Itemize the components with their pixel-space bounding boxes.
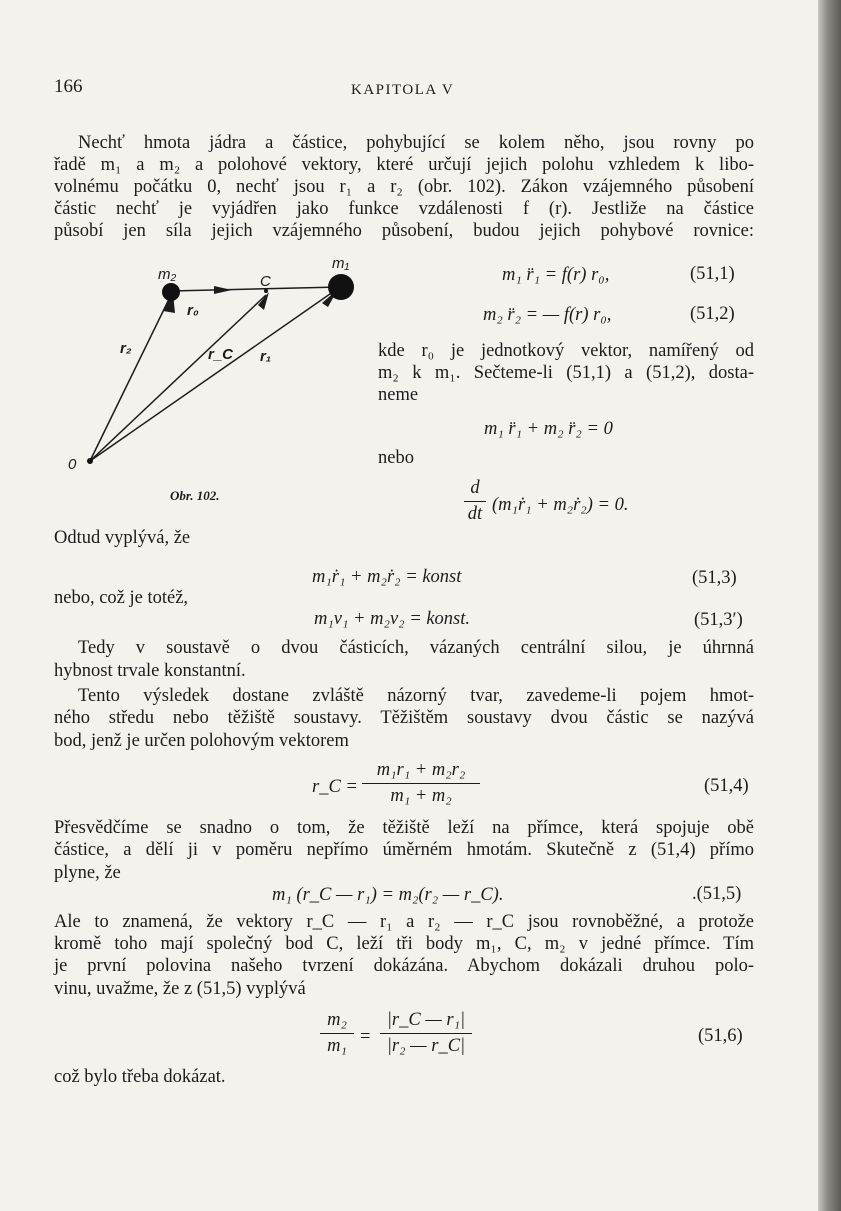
- label-m2: m₂: [158, 266, 177, 283]
- p1-line-5: působí jen síla jejich vzájemného působení, budou jejich pohybové rovnice:: [54, 221, 754, 241]
- eq-51-6-right-fraction: [380, 1010, 472, 1057]
- figure-caption: Obr. 102.: [170, 488, 220, 503]
- fraction-bar: [320, 1033, 354, 1034]
- p5-line-1: Ale to znamená, že vektory r_C — r₁ a r₂ — r_C jsou rovnoběžné, a protože: [54, 912, 754, 932]
- p3-line-1: Tento výsledek dostane zvláště názorný tvar, zavedeme-li pojem hmot-: [78, 686, 754, 706]
- kde-line-2: m₂ k m₁. Sečteme-li (51,1) a (51,2), dosta-: [378, 363, 754, 383]
- label-c: C: [260, 273, 271, 290]
- eq-51-4-denominator: m₁ + m₂: [390, 786, 452, 806]
- p4-line-2: částice, a dělí ji v poměru nepřímo úměrném hmotám. Skutečně z (51,4) přímo: [54, 840, 754, 860]
- eq-derivative-rest: (m₁ṙ₁ + m₂ṙ₂) = 0.: [492, 495, 629, 515]
- eq-51-6-equals: =: [360, 1027, 371, 1047]
- label-r2: r₂: [120, 340, 132, 357]
- eq-51-6-right-denominator: |r₂ — r_C|: [386, 1036, 466, 1056]
- p4-line-3: plyne, že: [54, 863, 121, 883]
- kde-line-1: kde r₀ je jednotkový vektor, namířený od: [378, 341, 754, 361]
- p4-line-1: Přesvědčíme se snadno o tom, že těžiště leží na přímce, která spojuje obě: [54, 818, 754, 838]
- fraction-bar: [380, 1033, 472, 1034]
- p5-line-3: je první polovina našeho tvrzení dokázána. Abychom dokázali druhou polo-: [54, 956, 754, 976]
- closing-text: což bylo třeba dokázat.: [54, 1067, 226, 1087]
- odtud-text: Odtud vyplývá, že: [54, 528, 191, 548]
- p3-line-3: bod, jenž je určen polohovým vektorem: [54, 731, 349, 751]
- p5-line-4: vinu, uvažme, že z (51,5) vyplývá: [54, 979, 306, 999]
- p2-line-1: Tedy v soustavě o dvou částicích, vázaných centrální silou, je úhrnná: [78, 638, 754, 658]
- eq-51-6-left-fraction: [320, 1010, 354, 1057]
- p5-line-2: kromě toho mají společný bod C, leží tři body m₁, C, m₂ v jedné přímce. Tím: [54, 934, 754, 954]
- p1-line-3: volnému počátku 0, nechť jsou r₁ a r₂ (obr. 102). Zákon vzájemného působení: [54, 177, 754, 197]
- eq-51-2: m₂ r̈₂ = — f(r) r₀,: [483, 305, 612, 325]
- eq-51-6-left-denominator: m₁: [327, 1036, 347, 1056]
- label-rc: r_C: [208, 346, 234, 363]
- mass-m1: [328, 274, 354, 300]
- mass-m2: [162, 283, 180, 301]
- eq-51-5-number: .(51,5): [692, 884, 742, 904]
- page-edge-shadow: [818, 0, 841, 1211]
- vector-r1: [90, 287, 340, 461]
- p1-line-1: Nechť hmota jádra a částice, pohybující se kolem něho, jsou rovny po: [78, 133, 754, 153]
- nebo-2: nebo, což je totéž,: [54, 588, 189, 608]
- running-head: KAPITOLA V: [351, 82, 455, 98]
- label-m1: m₁: [332, 255, 350, 272]
- eq-51-2-number: (51,2): [690, 304, 735, 324]
- fraction-bar: [362, 783, 480, 784]
- nebo-1: nebo: [378, 448, 414, 468]
- eq-sum: m₁ r̈₁ + m₂ r̈₂ = 0: [484, 419, 613, 439]
- origin-point: [87, 458, 93, 464]
- vector-r2: [90, 295, 171, 461]
- p3-line-2: ného středu nebo těžiště soustavy. Těžištěm soustavy dvou částic se nazývá: [54, 708, 754, 728]
- derivative-dt: dt: [467, 504, 483, 524]
- p1-line-2: řadě m₁ a m₂ a polohové vektory, které určují jejich polohu vzhledem k libo-: [54, 155, 754, 175]
- eq-51-4-fraction: [362, 760, 480, 807]
- eq-51-3-prime: m₁v₁ + m₂v₂ = konst.: [314, 609, 471, 629]
- derivative-d: d: [470, 478, 480, 498]
- eq-51-4-number: (51,4): [704, 776, 749, 796]
- eq-51-3-prime-number: (51,3′): [694, 610, 743, 630]
- eq-51-4-lhs: r_C =: [312, 777, 358, 797]
- eq-51-1: m₁ r̈₁ = f(r) r₀,: [502, 265, 610, 285]
- eq-51-5: m₁ (r_C — r₁) = m₂(r₂ — r_C).: [272, 885, 504, 905]
- eq-51-3: m₁ṙ₁ + m₂ṙ₂ = konst: [312, 567, 462, 587]
- figure-102: [54, 255, 364, 485]
- vector-rc: [90, 295, 266, 461]
- eq-51-4-numerator: m₁r₁ + m₂r₂: [376, 760, 466, 780]
- eq-51-6-number: (51,6): [698, 1026, 743, 1046]
- page-number: 166: [54, 76, 83, 97]
- eq-51-1-number: (51,1): [690, 264, 735, 284]
- eq-51-3-number: (51,3): [692, 568, 737, 588]
- p2-line-2: hybnost trvale konstantní.: [54, 661, 246, 681]
- label-r1: r₁: [260, 348, 272, 365]
- label-origin: 0: [68, 456, 77, 473]
- eq-51-6-right-numerator: |r_C — r₁|: [386, 1010, 466, 1030]
- label-r0: r₀: [187, 302, 199, 319]
- eq-51-6-left-numerator: m₂: [327, 1010, 347, 1030]
- p1-line-4: částic nechť je vyjádřen jako funkce vzdálenosti f (r). Jestliže na částice: [54, 199, 754, 219]
- fraction-bar: [464, 501, 486, 502]
- line-m2-m1: [171, 287, 340, 291]
- arrowhead-r0: [214, 286, 232, 294]
- derivative-operator: [464, 478, 486, 525]
- kde-line-3: neme: [378, 385, 419, 405]
